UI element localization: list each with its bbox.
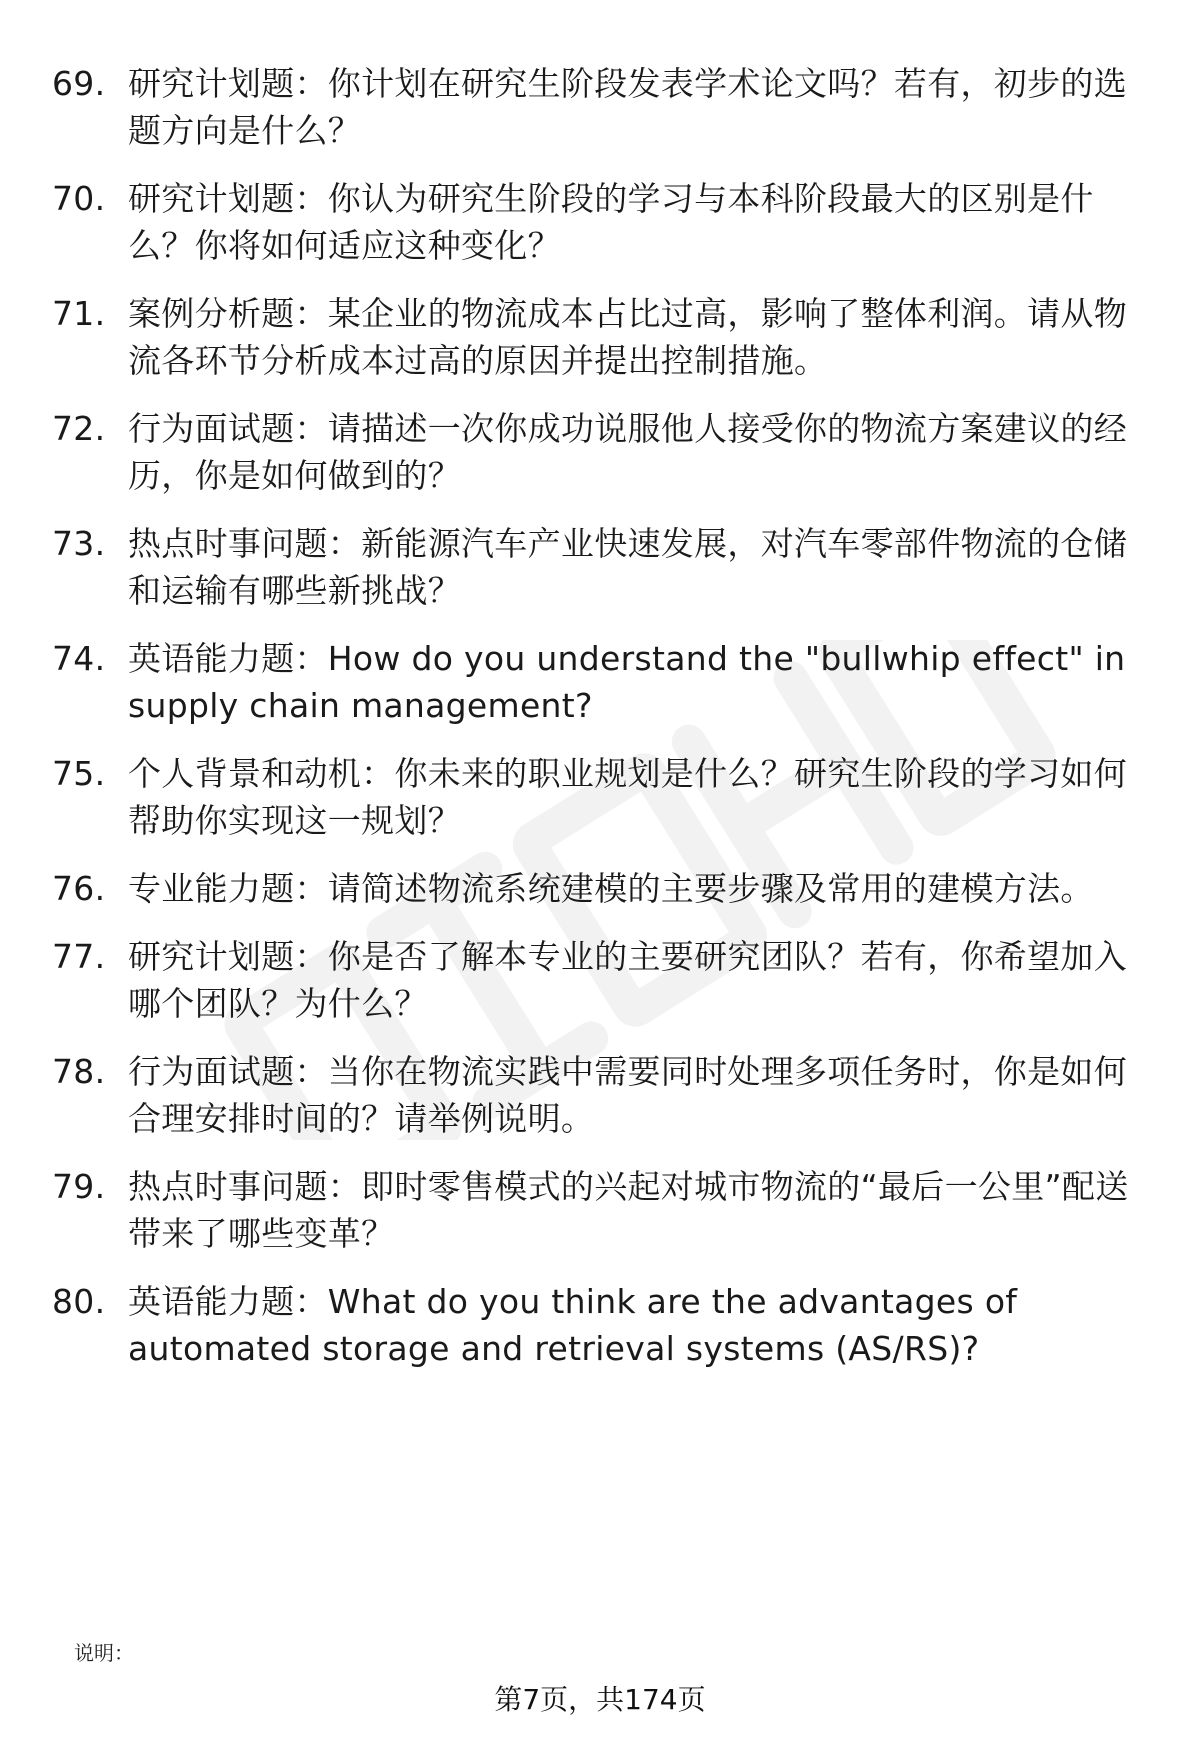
question-item [52, 865, 1142, 912]
question-number: 76. [52, 869, 106, 908]
question-item [52, 405, 1142, 499]
question-number: 80. [52, 1282, 106, 1321]
question-number: 78. [52, 1052, 106, 1091]
question-text: 英语能力题：How do you understand the "bullwhip effect" in supply chain management? [128, 639, 1126, 725]
question-text: 行为面试题：请描述一次你成功说服他人接受你的物流方案建议的经历，你是如何做到的？ [128, 409, 1127, 495]
question-item [52, 290, 1142, 384]
question-item [52, 635, 1142, 729]
question-item [52, 933, 1142, 1027]
question-list [52, 60, 1142, 1393]
page-footer: 第7页，共174页 [494, 1683, 706, 1716]
question-number: 79. [52, 1167, 106, 1206]
question-text: 热点时事问题：新能源汽车产业快速发展，对汽车零部件物流的仓储和运输有哪些新挑战？ [128, 524, 1127, 610]
question-text: 研究计划题：你是否了解本专业的主要研究团队？若有，你希望加入哪个团队？为什么？ [128, 937, 1127, 1023]
question-number: 73. [52, 524, 106, 563]
question-number: 69. [52, 64, 106, 103]
question-text: 行为面试题：当你在物流实践中需要同时处理多项任务时，你是如何合理安排时间的？请举例说明。 [128, 1052, 1127, 1138]
note-label: 说明： [74, 1641, 134, 1665]
question-item [52, 1278, 1142, 1372]
question-item [52, 750, 1142, 844]
question-number: 70. [52, 179, 106, 218]
question-text: 专业能力题：请简述物流系统建模的主要步骤及常用的建模方法。 [128, 869, 1094, 908]
question-text: 个人背景和动机：你未来的职业规划是什么？研究生阶段的学习如何帮助你实现这一规划？ [128, 754, 1127, 840]
question-item [52, 520, 1142, 614]
question-item [52, 1048, 1142, 1142]
question-text: 研究计划题：你认为研究生阶段的学习与本科阶段最大的区别是什么？你将如何适应这种变化？ [128, 179, 1094, 265]
question-number: 75. [52, 754, 106, 793]
question-number: 72. [52, 409, 106, 448]
question-item [52, 1163, 1142, 1257]
question-text: 热点时事问题：即时零售模式的兴起对城市物流的“最后一公里”配送带来了哪些变革？ [128, 1167, 1129, 1253]
question-text: 英语能力题：What do you think are the advantages of automated storage and retrieval systems (AS/RS)? [128, 1282, 1018, 1368]
question-text: 研究计划题：你计划在研究生阶段发表学术论文吗？若有，初步的选题方向是什么？ [128, 64, 1127, 150]
question-number: 74. [52, 639, 106, 678]
question-number: 71. [52, 294, 106, 333]
question-text: 案例分析题：某企业的物流成本占比过高，影响了整体利润。请从物流各环节分析成本过高的原因并提出控制措施。 [128, 294, 1127, 380]
question-item [52, 175, 1142, 269]
question-item [52, 60, 1142, 154]
question-number: 77. [52, 937, 106, 976]
